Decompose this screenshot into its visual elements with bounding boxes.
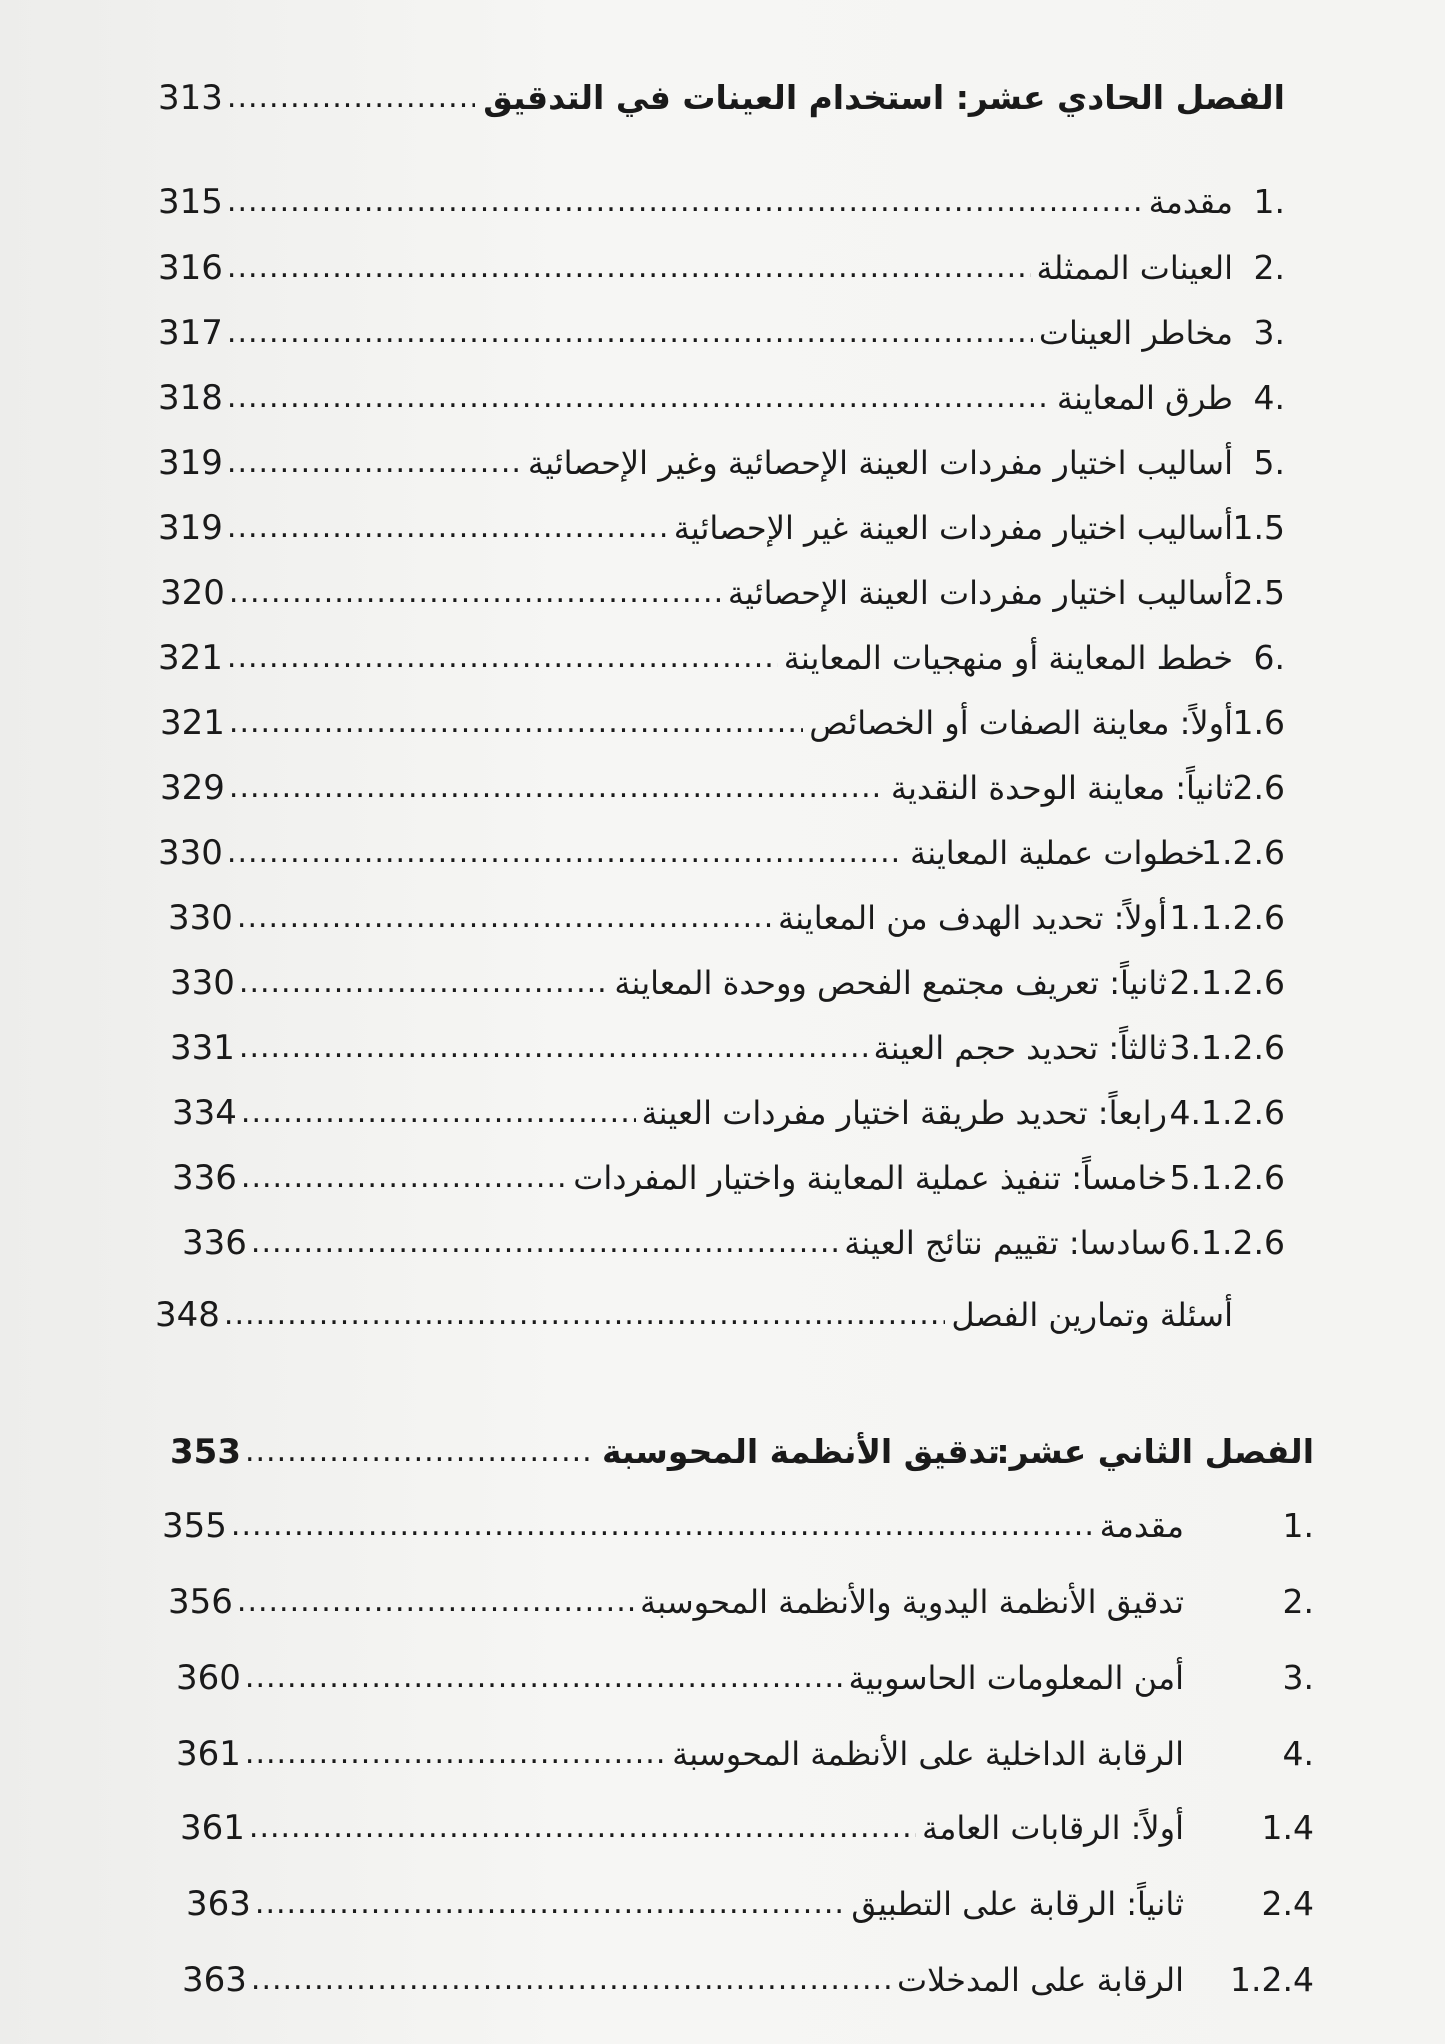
entry-title: الرقابة الداخلية على الأنظمة المحوسبة: [672, 1735, 1184, 1773]
entry-page: 355: [162, 1506, 227, 1546]
entry-number: 1.2.4: [1230, 1960, 1314, 1999]
entry-page: 348: [155, 1295, 220, 1335]
leader-dots: [245, 1648, 843, 1708]
leader-dots: [241, 1148, 567, 1208]
entry-title: خامساً: تنفيذ عملية المعاينة واختيار المفردات: [573, 1159, 1167, 1197]
toc-entry: [0, 953, 1445, 1013]
entry-title: مخاطر العينات: [1038, 314, 1233, 352]
leader-dots: [231, 1496, 1094, 1556]
toc-entry: [0, 238, 1445, 298]
entry-page: 321: [160, 703, 225, 743]
leader-dots: [237, 1572, 634, 1632]
entry-page: 319: [158, 443, 223, 483]
leader-dots: [229, 693, 803, 753]
entry-title: أولاً: معاينة الصفات أو الخصائص: [809, 704, 1233, 742]
entry-title: العينات الممثلة: [1036, 249, 1233, 287]
entry-number: 2.1.2.6: [1169, 963, 1285, 1002]
entry-number: 5.: [1253, 443, 1285, 482]
entry-title: أولاً: الرقابات العامة: [922, 1809, 1184, 1847]
entry-number: 1.: [1253, 182, 1285, 221]
entry-page: 330: [168, 898, 233, 938]
entry-title: خطوات عملية المعاينة: [910, 834, 1205, 872]
entry-page: 329: [160, 768, 225, 808]
entry-page: 330: [170, 963, 235, 1003]
toc-entry: [0, 498, 1445, 558]
toc-entry: [0, 433, 1445, 493]
leader-dots: [227, 628, 778, 688]
entry-page: 317: [158, 313, 223, 353]
entry-title: تدقيق الأنظمة اليدوية والأنظمة المحوسبة: [640, 1583, 1184, 1621]
entry-page: 330: [158, 833, 223, 873]
toc-entry: [0, 1148, 1445, 1208]
leader-dots: [227, 433, 522, 493]
entry-page: 363: [186, 1884, 251, 1924]
leader-dots: [227, 498, 668, 558]
entry-page: 356: [168, 1582, 233, 1622]
toc-entry: [0, 693, 1445, 753]
chapter-11-heading: [0, 68, 1445, 128]
toc-entry: [0, 628, 1445, 688]
leader-dots: [255, 1874, 846, 1934]
toc-entry: [0, 303, 1445, 363]
toc-entry: [0, 1950, 1445, 2010]
entry-page: 331: [170, 1028, 235, 1068]
chapter-12-label: الفصل الثاني عشر:: [996, 1432, 1314, 1471]
entry-title: مقدمة: [1099, 1507, 1184, 1545]
leader-dots: [227, 368, 1051, 428]
entry-number: 3.: [1253, 313, 1285, 352]
chapter-12-heading: [0, 1422, 1445, 1482]
entry-title: أساليب اختيار مفردات العينة الإحصائية: [727, 574, 1233, 612]
entry-title: أساليب اختيار مفردات العينة الإحصائية وغير الإحصائية: [527, 444, 1233, 482]
entry-page: 321: [158, 638, 223, 678]
toc-entry: [0, 1083, 1445, 1143]
toc-entry: [0, 758, 1445, 818]
leader-dots: [241, 1083, 636, 1143]
toc-entry: [0, 1018, 1445, 1078]
leader-dots: [239, 953, 608, 1013]
leader-dots: [245, 1422, 594, 1482]
entry-number: 1.1.2.6: [1169, 898, 1285, 937]
entry-page: 360: [176, 1658, 241, 1698]
entry-page: 361: [180, 1808, 245, 1848]
leader-dots: [227, 68, 475, 128]
entry-title: أولاً: تحديد الهدف من المعاينة: [777, 899, 1167, 937]
leader-dots: [237, 888, 772, 948]
entry-number: 6.: [1253, 638, 1285, 677]
chapter-11-title: الفصل الحادي عشر: استخدام العينات في التدقيق: [483, 78, 1285, 117]
toc-entry: [0, 1285, 1445, 1345]
entry-number: 4.: [1253, 378, 1285, 417]
entry-number: 2.: [1282, 1582, 1314, 1621]
entry-number: 2.: [1253, 248, 1285, 287]
entry-title: أمن المعلومات الحاسوبية: [848, 1659, 1184, 1697]
leader-dots: [251, 1213, 838, 1273]
entry-title: رابعاً: تحديد طريقة اختيار مفردات العينة: [641, 1094, 1167, 1132]
entry-title: ثانياً: معاينة الوحدة النقدية: [890, 769, 1233, 807]
leader-dots: [251, 1950, 891, 2010]
entry-page: 363: [182, 1960, 247, 2000]
toc-entry: [0, 1496, 1445, 1556]
toc-entry: [0, 888, 1445, 948]
toc-entry: [0, 368, 1445, 428]
entry-title: طرق المعاينة: [1056, 379, 1233, 417]
toc-entry: [0, 1724, 1445, 1784]
entry-title: الرقابة على المدخلات: [896, 1961, 1184, 1999]
toc-entry: [0, 823, 1445, 883]
entry-number: 1.6: [1232, 703, 1285, 742]
leader-dots: [227, 172, 1143, 232]
chapter-11-page: 313: [158, 78, 223, 118]
entry-number: 1.5: [1232, 508, 1285, 547]
toc-entry: [0, 1213, 1445, 1273]
toc-entry: [0, 1798, 1445, 1858]
entry-page: 316: [158, 248, 223, 288]
entry-number: 4.1.2.6: [1169, 1093, 1285, 1132]
leader-dots: [227, 823, 904, 883]
entry-number: 1.2.6: [1201, 833, 1285, 872]
leader-dots: [229, 758, 885, 818]
entry-number: 1.4: [1261, 1808, 1314, 1847]
entry-number: 4.: [1282, 1734, 1314, 1773]
leader-dots: [239, 1018, 868, 1078]
toc-entry: [0, 563, 1445, 623]
leader-dots: [229, 563, 722, 623]
entry-number: 1.: [1282, 1506, 1314, 1545]
entry-title: مقدمة: [1148, 183, 1233, 221]
toc-entry: [0, 1874, 1445, 1934]
entry-page: 315: [158, 182, 223, 222]
leader-dots: [227, 303, 1033, 363]
entry-title: ثانياً: الرقابة على التطبيق: [851, 1885, 1184, 1923]
toc-entry: [0, 1648, 1445, 1708]
toc-entry: [0, 1572, 1445, 1632]
entry-page: 319: [158, 508, 223, 548]
entry-title: أساليب اختيار مفردات العينة غير الإحصائية: [673, 509, 1233, 547]
leader-dots: [224, 1285, 946, 1345]
entry-number: 3.: [1282, 1658, 1314, 1697]
entry-number: 2.5: [1232, 573, 1285, 612]
entry-title: أسئلة وتمارين الفصل: [951, 1296, 1233, 1334]
entry-page: 336: [172, 1158, 237, 1198]
entry-page: 336: [182, 1223, 247, 1263]
entry-number: 5.1.2.6: [1169, 1158, 1285, 1197]
entry-number: 2.6: [1232, 768, 1285, 807]
entry-page: 318: [158, 378, 223, 418]
leader-dots: [227, 238, 1031, 298]
entry-title: ثانياً: تعريف مجتمع الفحص ووحدة المعاينة: [614, 964, 1167, 1002]
entry-title: خطط المعاينة أو منهجيات المعاينة: [783, 639, 1233, 677]
entry-number: 6.1.2.6: [1169, 1223, 1285, 1262]
entry-title: سادسا: تقييم نتائج العينة: [844, 1224, 1167, 1262]
entry-page: 334: [172, 1093, 237, 1133]
entry-number: 2.4: [1261, 1884, 1314, 1923]
entry-page: 361: [176, 1734, 241, 1774]
chapter-12-page: 353: [170, 1432, 241, 1472]
entry-number: 3.1.2.6: [1169, 1028, 1285, 1067]
leader-dots: [249, 1798, 916, 1858]
chapter-12-name: تدقيق الأنظمة المحوسبة: [601, 1432, 1000, 1471]
leader-dots: [245, 1724, 666, 1784]
entry-title: ثالثاً: تحديد حجم العينة: [873, 1029, 1167, 1067]
entry-page: 320: [160, 573, 225, 613]
toc-entry: [0, 172, 1445, 232]
